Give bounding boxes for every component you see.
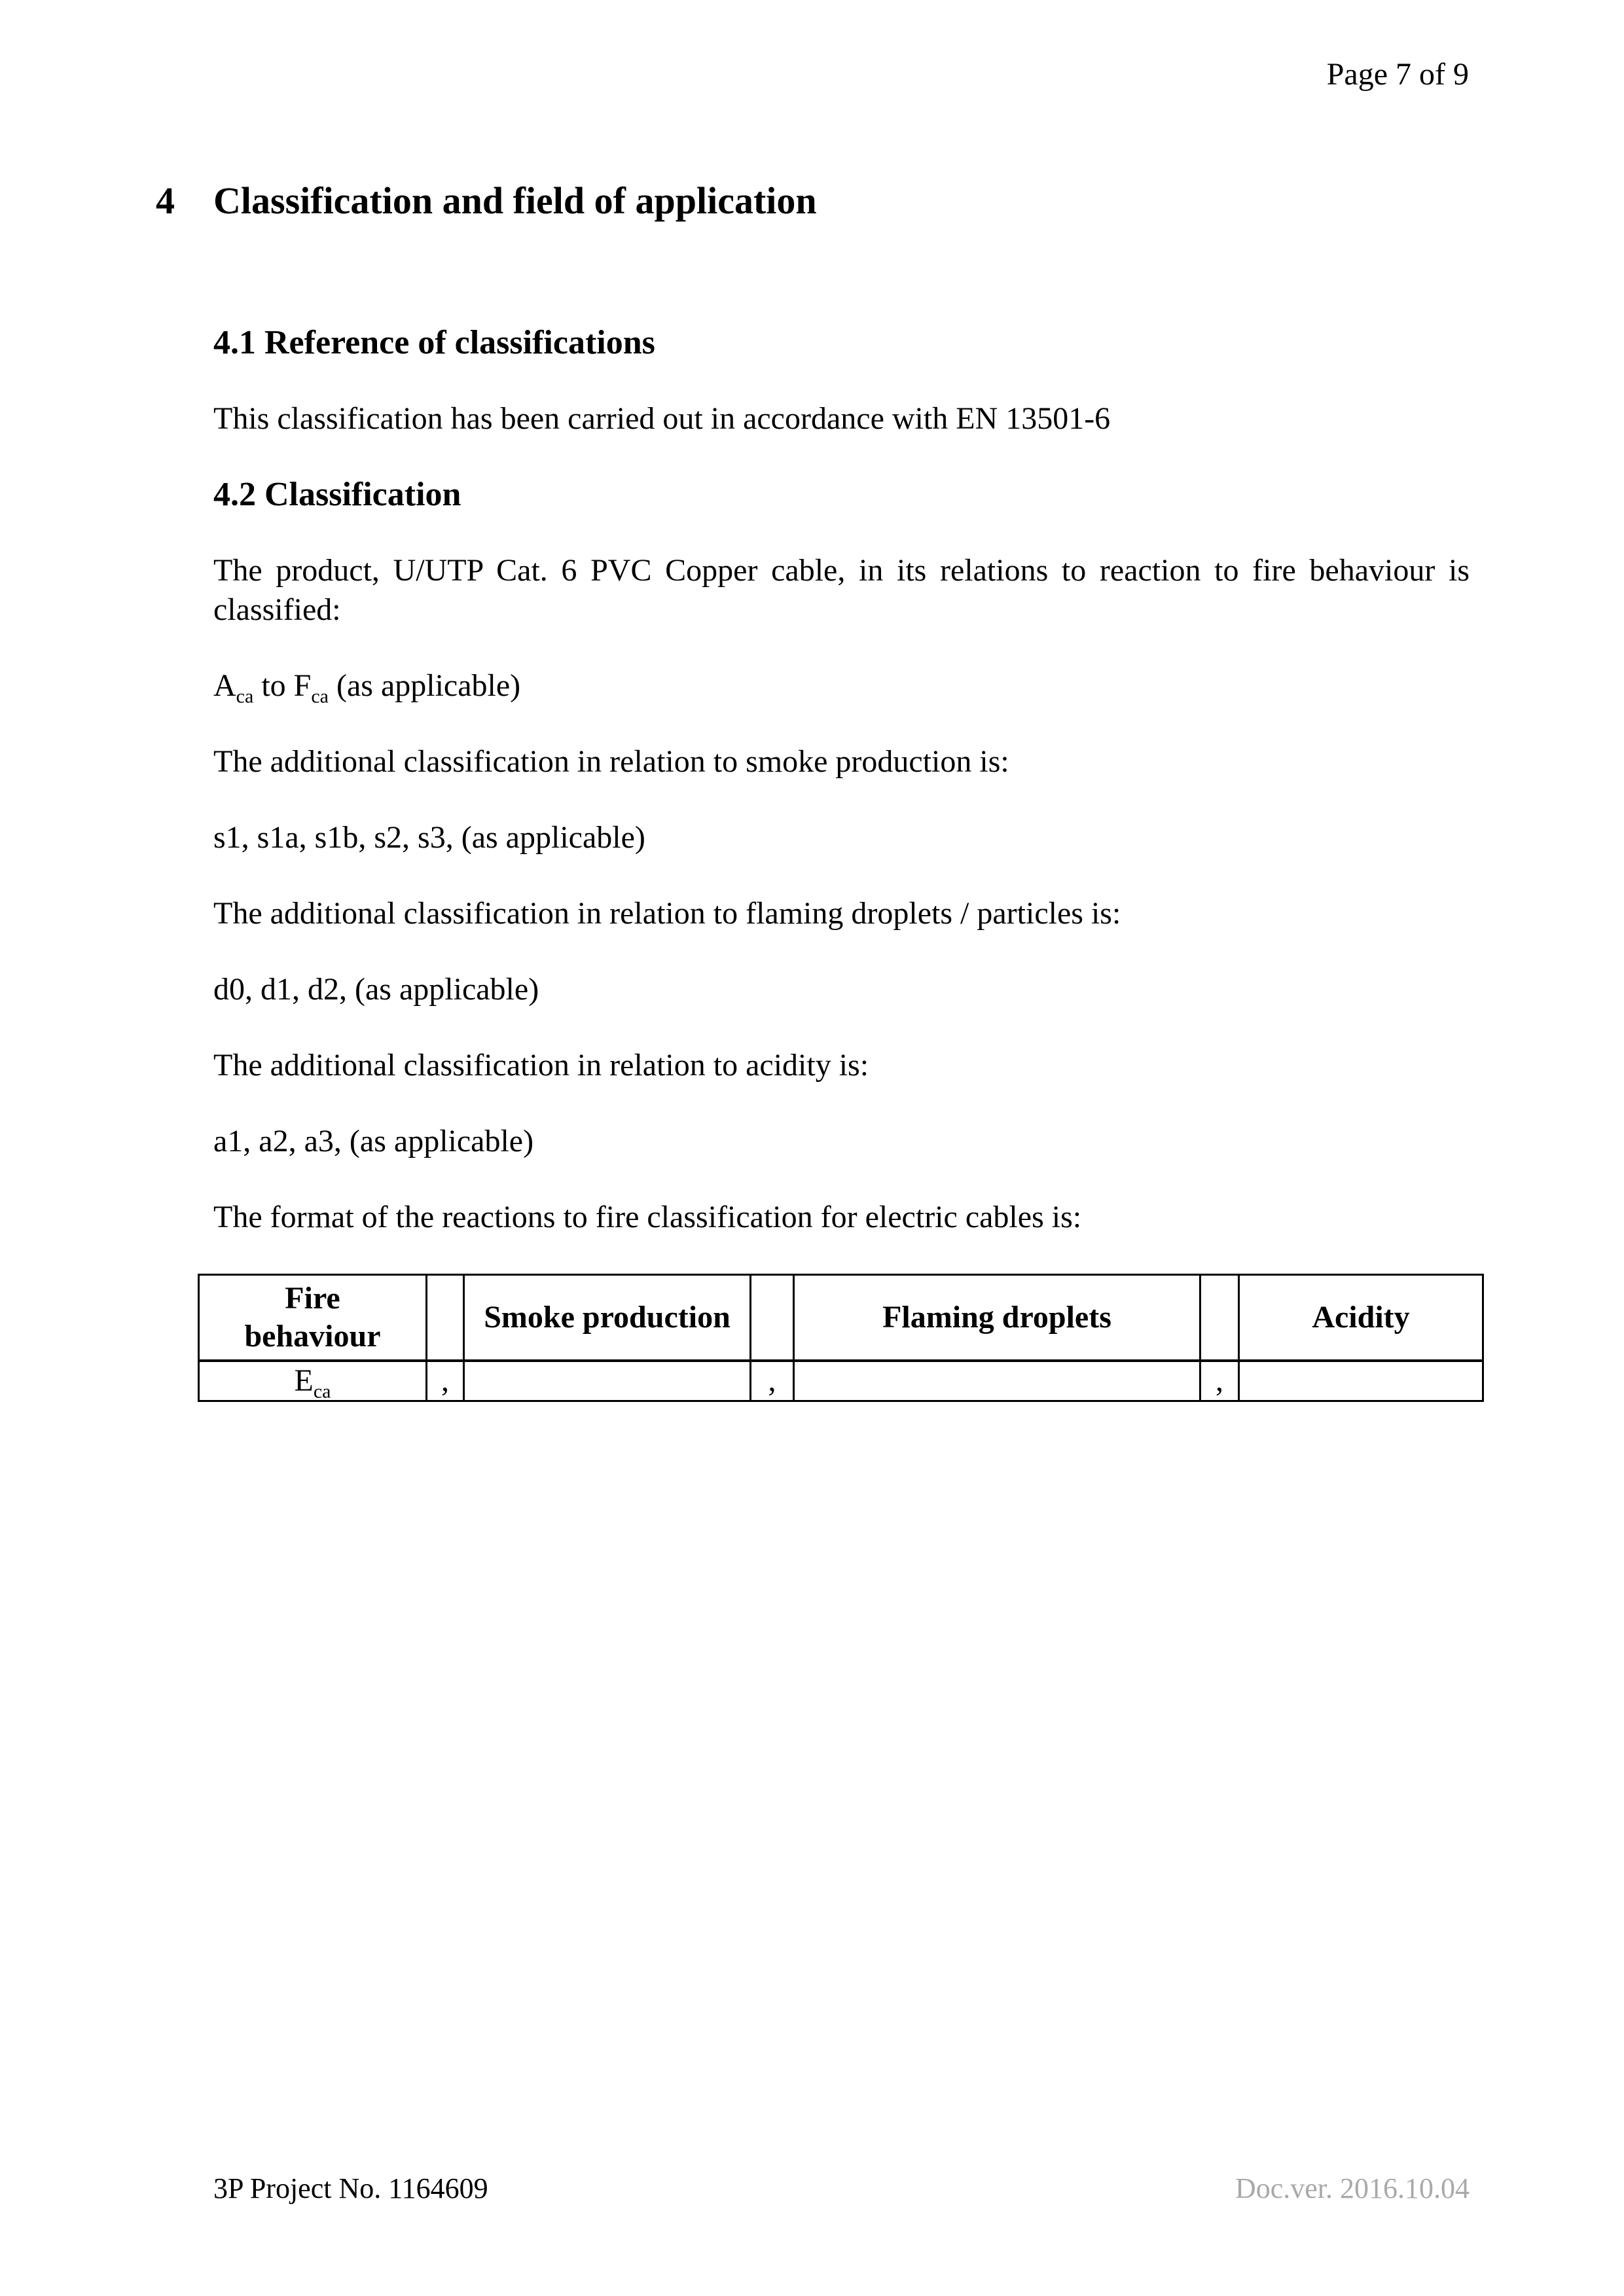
header-separator-1 <box>427 1275 464 1361</box>
section-heading <box>156 178 1470 224</box>
cell-comma-1: , <box>427 1361 464 1401</box>
table-data-row <box>199 1361 1483 1401</box>
eca-sub: ca <box>313 1380 331 1401</box>
smoke-classification-values: s1, s1a, s1b, s2, s3, (as applicable) <box>213 820 645 855</box>
reference-statement: This classification has been carried out in accordance with EN 13501-6 <box>213 401 1111 436</box>
header-separator-3 <box>1200 1275 1239 1361</box>
fire-class-applicable: (as applicable) <box>328 668 521 703</box>
format-statement: The format of the reactions to fire classification for electric cables is: <box>213 1200 1082 1234</box>
fire-class-a-sub: ca <box>236 685 254 708</box>
fire-class-range <box>213 666 1470 706</box>
header-acidity: Acidity <box>1239 1275 1483 1361</box>
header-smoke-production: Smoke production <box>464 1275 751 1361</box>
section-heading-title: Classification and field of application <box>213 179 817 222</box>
droplets-classification-label: The additional classification in relation to flaming droplets / particles is: <box>213 896 1121 931</box>
cell-fire-behaviour-value <box>199 1361 427 1401</box>
droplets-classification-values: d0, d1, d2, (as applicable) <box>213 972 539 1007</box>
header-fire-behaviour: Fire behaviour <box>199 1275 427 1361</box>
header-flaming-droplets: Flaming droplets <box>794 1275 1200 1361</box>
section-heading-number: 4 <box>156 179 175 222</box>
fire-class-f-sub: ca <box>311 685 329 708</box>
page-footer <box>213 2172 1470 2206</box>
acidity-classification-values: a1, a2, a3, (as applicable) <box>213 1124 534 1158</box>
page-content <box>156 178 1470 1402</box>
fire-class-to-f: to F <box>253 668 312 703</box>
product-classification-intro: The product, U/UTP Cat. 6 PVC Copper cable, in its relations to reaction to fire behaviour is classified: <box>213 553 1470 627</box>
cell-droplets-value <box>794 1361 1200 1401</box>
cell-comma-2: , <box>751 1361 794 1401</box>
cell-comma-3: , <box>1200 1361 1239 1401</box>
doc-version: Doc.ver. 2016.10.04 <box>1235 2172 1470 2204</box>
fire-class-a: A <box>213 668 236 703</box>
subsection-41-title: 4.1 Reference of classifications <box>213 324 655 361</box>
header-separator-2 <box>751 1275 794 1361</box>
acidity-classification-label: The additional classification in relation to acidity is: <box>213 1048 869 1083</box>
eca-base: E <box>294 1363 314 1398</box>
cell-smoke-value <box>464 1361 751 1401</box>
table-header-row <box>199 1275 1483 1361</box>
page-number: Page 7 of 9 <box>1326 57 1469 92</box>
cell-acidity-value <box>1239 1361 1483 1401</box>
smoke-classification-label: The additional classification in relation to smoke production is: <box>213 744 1009 779</box>
project-number: 3P Project No. 1164609 <box>213 2172 488 2204</box>
classification-format-table <box>198 1274 1484 1402</box>
subsection-42-title: 4.2 Classification <box>213 476 461 513</box>
